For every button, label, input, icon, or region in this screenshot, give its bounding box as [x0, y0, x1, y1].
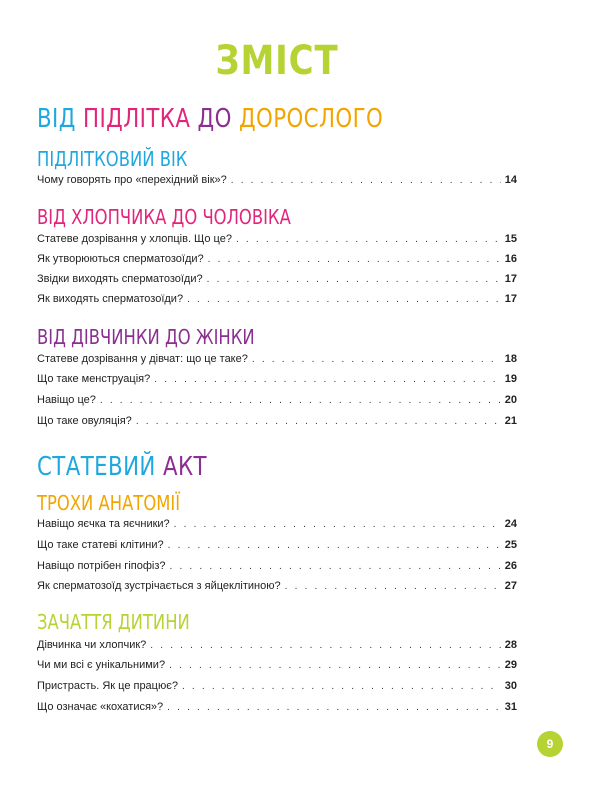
entry-title: Як сперматозоїд зустрічається з яйцеклітиною? [37, 580, 281, 592]
part2-word: АКТ [162, 452, 207, 482]
toc-entry[interactable] [37, 656, 517, 674]
entry-title: Дівчинка чи хлопчик? [37, 639, 147, 651]
dot-leader [252, 351, 501, 369]
entry-page: 29 [504, 659, 517, 671]
entry-title: Навіщо яєчка та яєчники? [37, 518, 170, 530]
entry-title: Статеве дозрівання у хлопців. Що це? [37, 233, 232, 245]
entry-title: Навіщо потрібен гіпофіз? [37, 560, 166, 572]
entry-page: 24 [504, 518, 517, 530]
part1-word: ВІД [37, 104, 76, 134]
toc-entry[interactable] [37, 230, 517, 248]
entry-title: Як утворюються сперматозоїди? [37, 253, 204, 265]
dot-leader [169, 657, 501, 675]
entry-page: 21 [504, 415, 517, 427]
entry-page: 30 [504, 680, 517, 692]
toc-entry[interactable] [37, 412, 517, 430]
toc-entry[interactable] [37, 171, 517, 189]
entry-title: Навіщо це? [37, 394, 96, 406]
dot-leader [207, 271, 501, 289]
entry-title: Що таке менструація? [37, 373, 151, 385]
section-heading: ВІД ХЛОПЧИКА ДО ЧОЛОВІКА [37, 205, 291, 229]
page-title: ЗМІСТ [215, 38, 339, 84]
part1-word: ДО [197, 104, 232, 134]
dot-leader [168, 537, 501, 555]
entry-page: 17 [504, 293, 517, 305]
section-heading: ТРОХИ АНАТОМІЇ [37, 491, 181, 515]
entry-title: Статеве дозрівання у дівчат: що це таке? [37, 353, 248, 365]
entry-page: 15 [504, 233, 517, 245]
toc-entry[interactable] [37, 557, 517, 575]
toc-entry[interactable] [37, 577, 517, 595]
dot-leader [174, 516, 501, 534]
entry-title: Пристрасть. Як це працює? [37, 680, 178, 692]
toc-entry[interactable] [37, 636, 517, 654]
entry-page: 14 [504, 174, 517, 186]
dot-leader [167, 699, 501, 717]
part2-word: СТАТЕВИЙ [37, 452, 156, 482]
entry-title: Що таке статеві клітини? [37, 539, 164, 551]
entry-title: Як виходять сперматозоїди? [37, 293, 184, 305]
toc-entry[interactable] [37, 350, 517, 368]
dot-leader [182, 678, 501, 696]
toc-entry[interactable] [37, 290, 517, 308]
entry-page: 18 [504, 353, 517, 365]
entry-title: Чому говорять про «перехідний вік»? [37, 174, 227, 186]
dot-leader [236, 231, 501, 249]
toc-entry[interactable] [37, 250, 517, 268]
toc-entry[interactable] [37, 370, 517, 388]
part1-word: ПІДЛІТКА [82, 104, 191, 134]
entry-page: 17 [504, 273, 517, 285]
dot-leader [154, 371, 501, 389]
table-of-contents [37, 0, 517, 800]
toc-entry[interactable] [37, 270, 517, 288]
entry-page: 19 [504, 373, 517, 385]
part-heading-1 [37, 104, 383, 134]
entry-title: Що означає «кохатися»? [37, 701, 164, 713]
entry-page: 26 [504, 560, 517, 572]
section-heading: ЗАЧАТТЯ ДИТИНИ [37, 610, 190, 634]
toc-entry[interactable] [37, 515, 517, 533]
dot-leader [208, 251, 501, 269]
part-heading-2 [37, 452, 207, 482]
dot-leader [170, 558, 501, 576]
page-number-badge: 9 [537, 731, 563, 757]
entry-page: 28 [504, 639, 517, 651]
dot-leader [150, 637, 500, 655]
section-heading: ВІД ДІВЧИНКИ ДО ЖІНКИ [37, 325, 255, 349]
entry-page: 20 [504, 394, 517, 406]
dot-leader [231, 172, 501, 190]
dot-leader [100, 392, 501, 410]
dot-leader [285, 578, 501, 596]
part1-word: ДОРОСЛОГО [238, 104, 384, 134]
toc-entry[interactable] [37, 536, 517, 554]
entry-page: 25 [504, 539, 517, 551]
section-heading: ПІДЛІТКОВИЙ ВІК [37, 147, 188, 171]
toc-entry[interactable] [37, 677, 517, 695]
entry-page: 16 [504, 253, 517, 265]
dot-leader [187, 291, 501, 309]
entry-title: Чи ми всі є унікальними? [37, 659, 166, 671]
entry-page: 31 [504, 701, 517, 713]
entry-title: Звідки виходять сперматозоїди? [37, 273, 203, 285]
dot-leader [136, 413, 501, 431]
toc-entry[interactable] [37, 391, 517, 409]
entry-page: 27 [504, 580, 517, 592]
toc-entry[interactable] [37, 698, 517, 716]
entry-title: Що таке овуляція? [37, 415, 132, 427]
